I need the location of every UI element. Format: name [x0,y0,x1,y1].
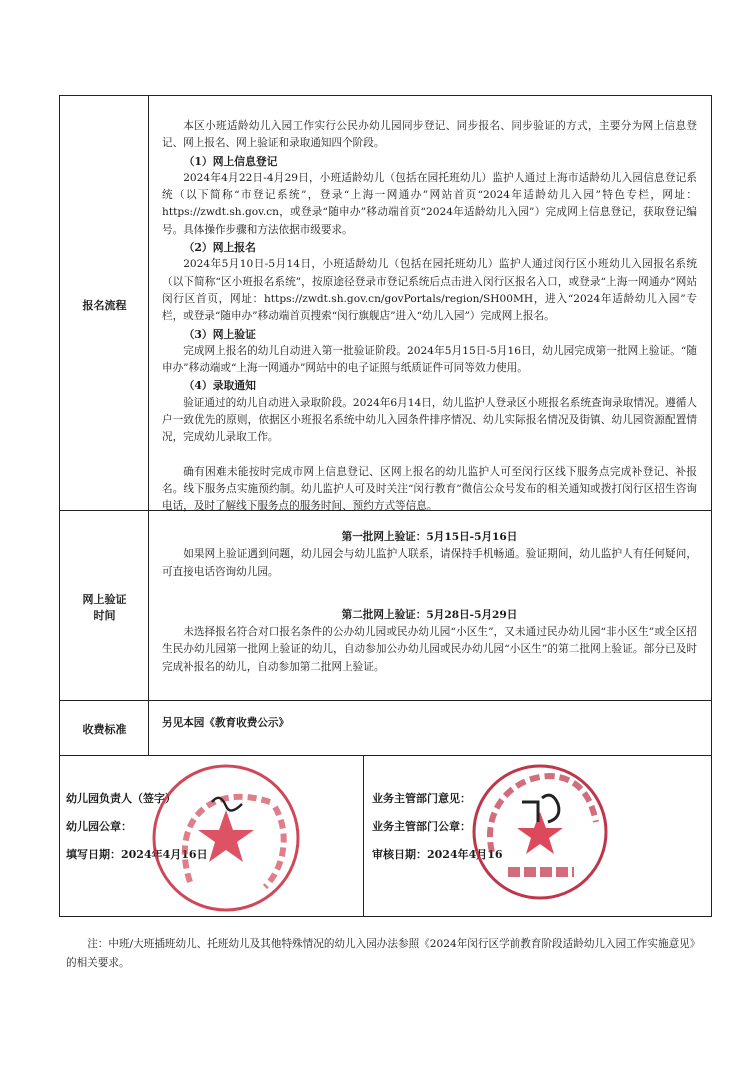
department-opinion-label: 业务主管部门意见： [372,792,471,805]
department-seal-label: 业务主管部门公章： [372,820,471,833]
batch1-text: 如果网上验证遇到问题，幼儿园会与幼儿监护人联系，请保持手机畅通。验证期间，幼儿监护人有任何疑问，可直接电话咨询幼儿园。 [162,548,697,578]
row-divider [60,700,711,701]
batch2-text: 未选择报名符合对口报名条件的公办幼儿园或民办幼儿园“小区生”，又未通过民办幼儿园“非小区生”或全区招生民办幼儿园第一批网上验证的幼儿，自动参加公办幼儿园或民办幼儿园“小区生”的第二批网上验证。部分已及时完成补报名的幼儿，自动参加第二批网上验证。 [162,626,697,673]
kindergarten-seal-stamp [150,762,302,914]
step-text: 2024年5月10日-5月14日，小班适龄幼儿（包括在园托班幼儿）监护人通过闵行区小班幼儿入园报名系统（以下简称“区小班报名系统”，按原途径登录市登记系统后点击进入闵行区报名入口，或登录“上海一网通办”网站闵行区首页，网址：https://zwdt.sh.gov.cn/govPortals/region/SH00MH，进入“2024年适龄幼儿入园”专栏，或登录“随申办”移动端首页搜索“闵行旗舰店”进入“幼儿入园”）完成网上报名。 [162,258,697,323]
education-bureau-seal-stamp [470,762,610,902]
verify-label-line1: 网上验证 [82,593,127,606]
footnote-text: 注：中班/大班插班幼儿、托班幼儿及其他特殊情况的幼儿入园办法参照《2024年闵行区学前教育阶段适龄幼儿入园工作实施意见》的相关要求。 [66,938,701,969]
step-text: 完成网上报名的幼儿自动进入第一批验证阶段。2024年5月15日-5月16日，幼儿园完成第一批网上验证。“随申办”移动端或“上海一网通办”网站中的电子证照与纸质证件可同等效力使用。 [162,344,697,375]
process-content [162,118,697,516]
step-title: （1）网上信息登记 [183,154,278,168]
step-title: （3）网上验证 [183,327,256,341]
fill-date: 填写日期：2024年4月16日 [66,848,208,861]
review-date: 审核日期：2024年4月16 [372,848,503,861]
step-title: （4）录取通知 [183,379,256,393]
verify-label [60,592,149,624]
signature-divider [363,755,364,916]
fee-label: 收费标准 [82,723,127,736]
batch2-title: 第二批网上验证：5月28日-5月29日 [341,608,518,621]
step-text: 2024年4月22日-4月29日，小班适龄幼儿（包括在园托班幼儿）监护人通过上海市适龄幼儿入园信息登记系统（以下简称“市登记系统”，登录“上海一网通办”网站首页“2024年适龄幼儿入园”特色专栏，网址：https://zwdt.sh.gov.cn，或登录“随申办”移动端首页“2024年适龄幼儿入园”）完成网上信息登记，获取登记编号。具体操作步骤和方法依据市级要求。 [162,171,697,236]
principal-signature-label: 幼儿园负责人（签字） [66,792,176,805]
verify-content [162,529,697,676]
kindergarten-seal-label: 幼儿园公章： [66,820,132,833]
row-divider [60,755,711,756]
footnote [66,935,706,973]
step-text: 验证通过的幼儿自动进入录取阶段。2024年6月14日，幼儿监护人登录区小班报名系统查询录取情况。遵循人户一致优先的原则，依据区小班报名系统中幼儿入园条件排序情况、幼儿实际报名情况及街镇、幼儿园资源配置情况，完成幼儿录取工作。 [162,396,697,444]
step-title: （2）网上报名 [183,241,256,255]
fee-text: 另见本园《教育收费公示》 [162,717,290,729]
process-label: 报名流程 [82,299,127,312]
column-divider [148,96,149,756]
process-intro: 本区小班适龄幼儿入园工作实行公民办幼儿园同步登记、同步报名、同步验证的方式，主要分为网上信息登记、网上报名、网上验证和录取通知四个阶段。 [162,120,697,150]
supplement-text: 确有困难未能按时完成市网上信息登记、区网上报名的幼儿监护人可至闵行区线下服务点完成补登记、补报名。线下服务点实施预约制。幼儿监护人可及时关注“闵行教育”微信公众号发布的相关通知或拨打闵行区招生咨询电话，及时了解线下服务点的服务时间、预约方式等信息。 [162,465,697,513]
verify-label-line2: 时间 [93,609,116,622]
batch1-title: 第一批网上验证：5月15日-5月16日 [341,531,518,543]
